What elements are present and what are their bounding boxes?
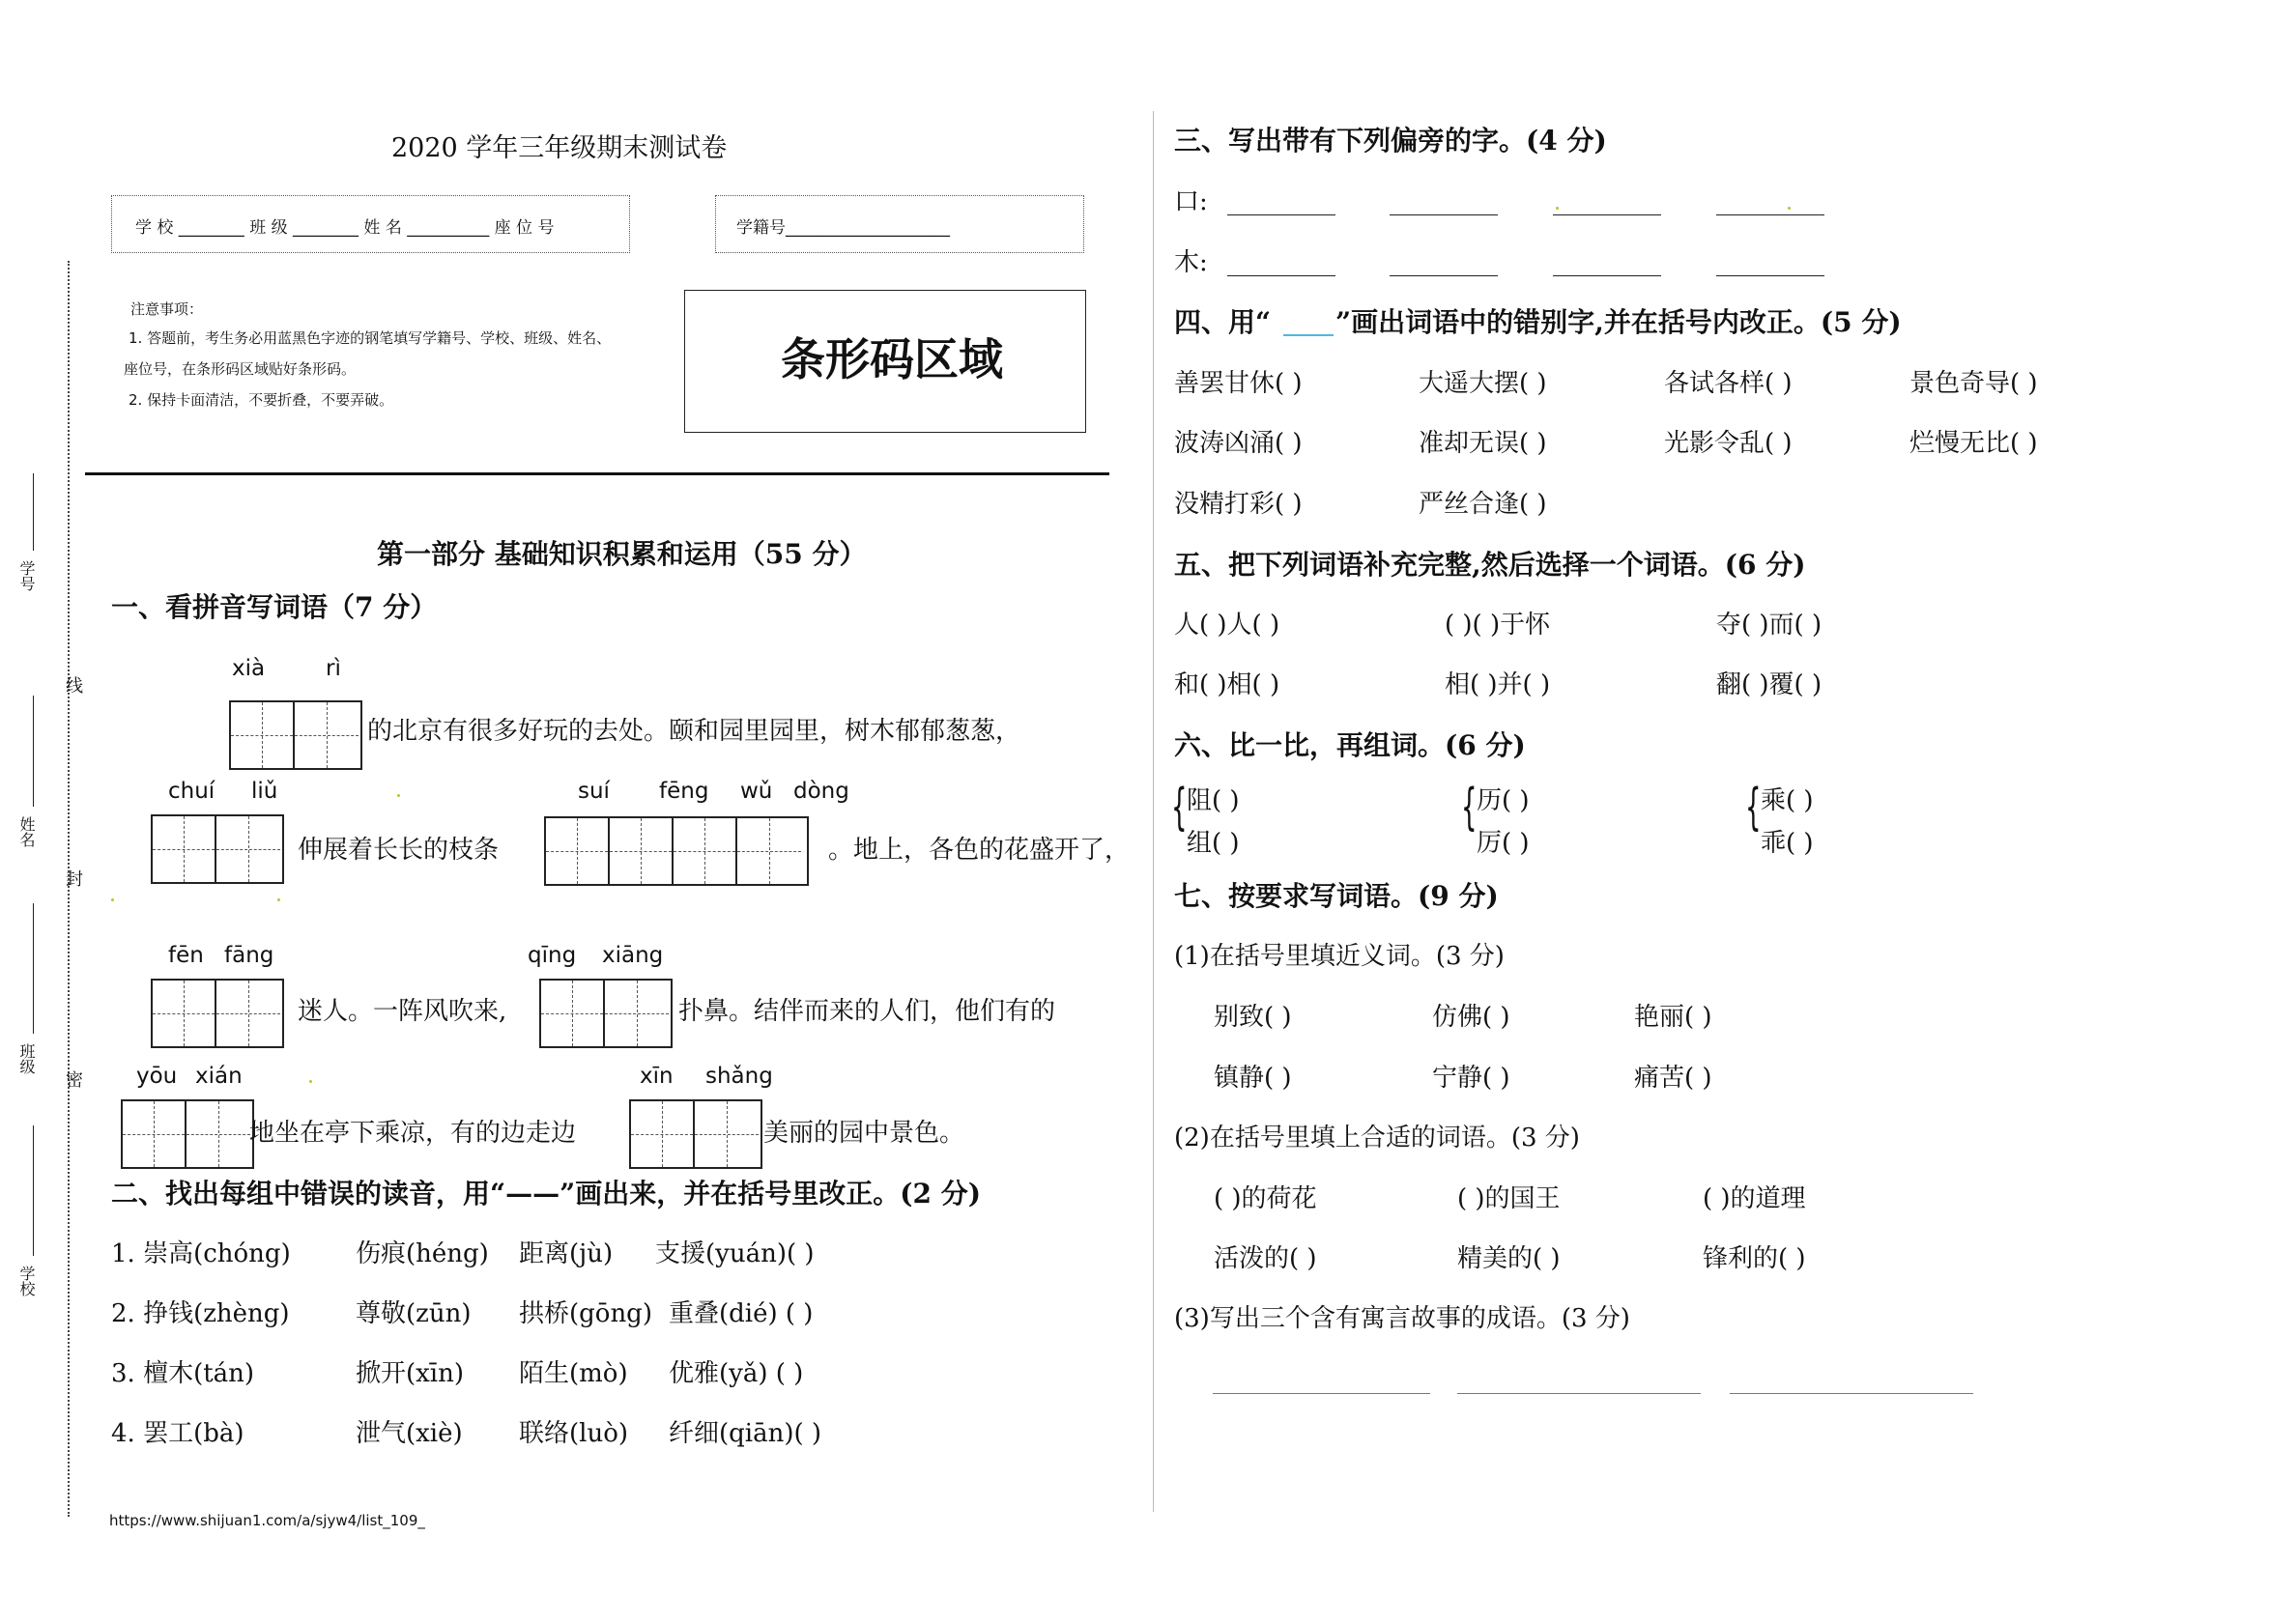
char-grid-xinshang[interactable] bbox=[629, 1099, 762, 1169]
binding-line bbox=[68, 261, 70, 1517]
char-grid-suifengwudong[interactable] bbox=[544, 816, 809, 886]
q6-p2-b: 厉( ) bbox=[1477, 829, 1530, 858]
q5-r1-a: 人( )人( ) bbox=[1174, 611, 1280, 640]
q1-text-2: 伸展着长长的枝条 bbox=[298, 836, 500, 865]
q7-s1-r2-a: 镇静( ) bbox=[1214, 1064, 1292, 1093]
q7-s2-r2-b: 精美的( ) bbox=[1457, 1244, 1561, 1273]
q6-p3-a: 乘( ) bbox=[1761, 786, 1814, 815]
pinyin-you: yōu bbox=[136, 1064, 178, 1089]
q4-r3-a: 没精打彩( ) bbox=[1174, 490, 1303, 519]
pinyin-xin: xīn bbox=[640, 1064, 674, 1089]
q1-text-3: 。地上，各色的花盛开了， bbox=[828, 836, 1131, 865]
pinyin-xiang: xiāng bbox=[602, 943, 664, 968]
stray-dot bbox=[1556, 207, 1559, 210]
q7-s1-r2-b: 宁静( ) bbox=[1432, 1064, 1510, 1093]
q5-r2-c: 翻( )覆( ) bbox=[1716, 670, 1822, 699]
note-1a: 1. 答题前，考生务必用蓝黑色字迹的钢笔填写学籍号、学校、班级、姓名、 bbox=[129, 329, 612, 347]
q4-r2-b: 准却无误( ) bbox=[1419, 429, 1547, 458]
margin-label-mi: 密 bbox=[63, 1070, 83, 1088]
exam-title: 2020 学年三年级期末测试卷 bbox=[391, 133, 728, 163]
char-grid-xiari[interactable] bbox=[229, 700, 362, 770]
pinyin-sui: suí bbox=[578, 779, 610, 804]
margin-label-xuehao: 学号 bbox=[17, 560, 36, 591]
stray-dot bbox=[111, 898, 114, 901]
q4-r2-c: 光影令乱( ) bbox=[1664, 429, 1793, 458]
pinyin-xian: xián bbox=[195, 1064, 243, 1089]
margin-label-xingming: 姓名 bbox=[17, 816, 36, 847]
q1-text-4: 迷人。一阵风吹来, bbox=[298, 997, 507, 1026]
pinyin-qing: qīng bbox=[528, 943, 577, 968]
q7-s3-blank-2[interactable] bbox=[1457, 1372, 1701, 1394]
pinyin-wu: wǔ bbox=[740, 779, 773, 804]
q2-row1-a: 1. 崇高(chóng) bbox=[111, 1239, 291, 1268]
q2-title: 二、找出每组中错误的读音，用“——”画出来，并在括号里改正。(2 分) bbox=[111, 1178, 981, 1209]
q4-r2-a: 波涛凶涌( ) bbox=[1174, 429, 1303, 458]
q7-s2-title: (2)在括号里填上合适的词语。(3 分) bbox=[1174, 1124, 1580, 1152]
margin-underline-banji bbox=[33, 903, 34, 1034]
q2-row4-d: 纤细(qiān)( ) bbox=[669, 1419, 822, 1448]
q7-s1-r1-c: 艳丽( ) bbox=[1634, 1003, 1712, 1032]
pinyin-liu: liǔ bbox=[251, 779, 278, 804]
q7-s2-r1-b: ( )的国王 bbox=[1457, 1184, 1561, 1213]
q5-r2-a: 和( )相( ) bbox=[1174, 670, 1280, 699]
char-grid-qingxiang[interactable] bbox=[539, 979, 673, 1048]
q3-mu-blank-2[interactable] bbox=[1390, 254, 1498, 276]
q3-row-kou: 口: bbox=[1174, 187, 1208, 216]
q7-s2-r2-c: 锋利的( ) bbox=[1703, 1244, 1806, 1273]
stray-dot bbox=[1788, 207, 1791, 210]
note-1b: 座位号，在条形码区域贴好条形码。 bbox=[124, 360, 357, 378]
column-divider bbox=[1153, 111, 1154, 1512]
q1-text-1: 的北京有很多好玩的去处。颐和园里园里，树木郁郁葱葱， bbox=[367, 717, 1021, 746]
q4-title-b: ”画出词语中的错别字,并在括号内改正。(5 分) bbox=[1335, 306, 1902, 338]
q1-text-7: 美丽的园中景色。 bbox=[763, 1119, 965, 1148]
pinyin-fen: fēn bbox=[168, 943, 204, 968]
margin-underline-xuexiao bbox=[33, 1125, 34, 1256]
q3-kou-blank-4[interactable] bbox=[1716, 193, 1824, 215]
q5-r1-b: ( )( )于怀 bbox=[1445, 611, 1551, 640]
stray-dot bbox=[277, 898, 280, 901]
q7-s2-r1-a: ( )的荷花 bbox=[1214, 1184, 1317, 1213]
char-grid-chuiliu[interactable] bbox=[151, 814, 284, 884]
q2-row2-a: 2. 挣钱(zhèng) bbox=[111, 1299, 290, 1328]
q7-s1-r2-c: 痛苦( ) bbox=[1634, 1064, 1712, 1093]
notes-title: 注意事项： bbox=[130, 300, 204, 318]
q2-row1-c: 距离(jù) bbox=[519, 1239, 614, 1268]
q6-title: 六、比一比，再组词。(6 分) bbox=[1174, 729, 1526, 761]
student-id-text: 学籍号____________________ bbox=[736, 218, 950, 238]
q2-row3-c: 陌生(mò) bbox=[519, 1359, 628, 1388]
q7-s2-r2-a: 活泼的( ) bbox=[1214, 1244, 1317, 1273]
pinyin-ri: rì bbox=[326, 656, 341, 681]
note-2: 2. 保持卡面清洁，不要折叠，不要弄破。 bbox=[129, 391, 394, 409]
q6-p1-a: 阻( ) bbox=[1187, 786, 1240, 815]
q4-r1-c: 各试各样( ) bbox=[1664, 369, 1793, 398]
student-info-text: 学 校 ________ 班 级 ________ 姓 名 __________ 座 位 号 bbox=[135, 218, 555, 238]
q5-title: 五、把下列词语补充完整,然后选择一个词语。(6 分) bbox=[1174, 549, 1806, 581]
margin-label-feng: 封 bbox=[63, 869, 83, 887]
char-grid-youxian[interactable] bbox=[121, 1099, 254, 1169]
q6-p3-b: 乖( ) bbox=[1761, 829, 1814, 858]
pinyin-dong: dòng bbox=[793, 779, 849, 804]
q2-row1-d: 支援(yuán)( ) bbox=[655, 1239, 815, 1268]
q4-title-a: 四、用“ bbox=[1174, 306, 1272, 338]
q2-row4-b: 泄气(xiè) bbox=[356, 1419, 463, 1448]
pinyin-feng: fēng bbox=[659, 779, 709, 804]
header-divider bbox=[85, 472, 1109, 475]
q2-row4-c: 联络(luò) bbox=[519, 1419, 629, 1448]
q7-s3-title: (3)写出三个含有寓言故事的成语。(3 分) bbox=[1174, 1304, 1630, 1333]
char-grid-fenfang[interactable] bbox=[151, 979, 284, 1048]
q3-title: 三、写出带有下列偏旁的字。(4 分) bbox=[1174, 125, 1607, 157]
q3-row-mu: 木: bbox=[1174, 248, 1208, 277]
part1-title: 第一部分 基础知识积累和运用（55 分） bbox=[377, 538, 867, 570]
margin-underline-xingming bbox=[33, 696, 34, 807]
q4-r1-d: 景色奇导( ) bbox=[1909, 369, 2038, 398]
q4-r2-d: 烂慢无比( ) bbox=[1909, 429, 2038, 458]
pinyin-chui: chuí bbox=[168, 779, 215, 804]
margin-underline-xuehao bbox=[33, 473, 34, 551]
q6-brace-1: { bbox=[1171, 779, 1188, 837]
q6-p2-a: 历( ) bbox=[1477, 786, 1530, 815]
q3-mu-blank-3[interactable] bbox=[1553, 254, 1661, 276]
stray-dot bbox=[397, 794, 400, 797]
q2-row2-c: 拱桥(gōng) bbox=[519, 1299, 652, 1328]
barcode-label: 条形码区域 bbox=[781, 333, 1003, 385]
q6-brace-3: { bbox=[1745, 779, 1762, 837]
q7-s2-r1-c: ( )的道理 bbox=[1703, 1184, 1806, 1213]
q4-r3-b: 严丝合逢( ) bbox=[1419, 490, 1547, 519]
margin-label-xian: 线 bbox=[63, 676, 83, 694]
q2-row2-b: 尊敬(zūn) bbox=[356, 1299, 472, 1328]
q3-kou-blank-1[interactable] bbox=[1227, 193, 1335, 215]
margin-label-banji: 班级 bbox=[17, 1043, 36, 1074]
q5-r1-c: 夺( )而( ) bbox=[1716, 611, 1822, 640]
q4-title-underline bbox=[1283, 334, 1334, 336]
q1-text-6: 地坐在亭下乘凉，有的边走边 bbox=[249, 1119, 577, 1148]
q4-r1-b: 大遥大摆( ) bbox=[1419, 369, 1547, 398]
q7-s1-r1-a: 别致( ) bbox=[1214, 1003, 1292, 1032]
q1-text-5: 扑鼻。结伴而来的人们，他们有的 bbox=[678, 997, 1056, 1026]
q6-p1-b: 组( ) bbox=[1187, 829, 1240, 858]
q4-r1-a: 善罢甘休( ) bbox=[1174, 369, 1303, 398]
q7-s3-blank-1[interactable] bbox=[1213, 1372, 1430, 1394]
margin-label-xuexiao: 学校 bbox=[17, 1266, 36, 1296]
q2-row3-d: 优雅(yǎ) ( ) bbox=[669, 1359, 804, 1388]
q2-row1-b: 伤痕(héng) bbox=[356, 1239, 489, 1268]
q3-kou-blank-3[interactable] bbox=[1553, 193, 1661, 215]
q2-row2-d: 重叠(dié) ( ) bbox=[669, 1299, 814, 1328]
q2-row3-b: 掀开(xīn) bbox=[356, 1359, 465, 1388]
pinyin-fang: fāng bbox=[224, 943, 274, 968]
q7-s1-r1-b: 仿佛( ) bbox=[1432, 1003, 1510, 1032]
q7-s1-title: (1)在括号里填近义词。(3 分) bbox=[1174, 942, 1505, 971]
pinyin-shang: shǎng bbox=[705, 1064, 773, 1089]
q2-row3-a: 3. 檀木(tán) bbox=[111, 1359, 255, 1388]
q6-brace-2: { bbox=[1461, 779, 1478, 837]
q7-title: 七、按要求写词语。(9 分) bbox=[1174, 880, 1499, 912]
pinyin-xia: xià bbox=[232, 656, 266, 681]
footer-url: https://www.shijuan1.com/a/sjyw4/list_109_ bbox=[109, 1512, 425, 1529]
q3-mu-blank-1[interactable] bbox=[1227, 254, 1335, 276]
q1-title: 一、看拼音写词语（7 分） bbox=[111, 591, 438, 623]
q3-mu-blank-4[interactable] bbox=[1716, 254, 1824, 276]
stray-dot bbox=[309, 1080, 312, 1083]
q7-s3-blank-3[interactable] bbox=[1730, 1372, 1973, 1394]
q2-row4-a: 4. 罢工(bà) bbox=[111, 1419, 244, 1448]
q3-kou-blank-2[interactable] bbox=[1390, 193, 1498, 215]
q5-r2-b: 相( )并( ) bbox=[1445, 670, 1551, 699]
